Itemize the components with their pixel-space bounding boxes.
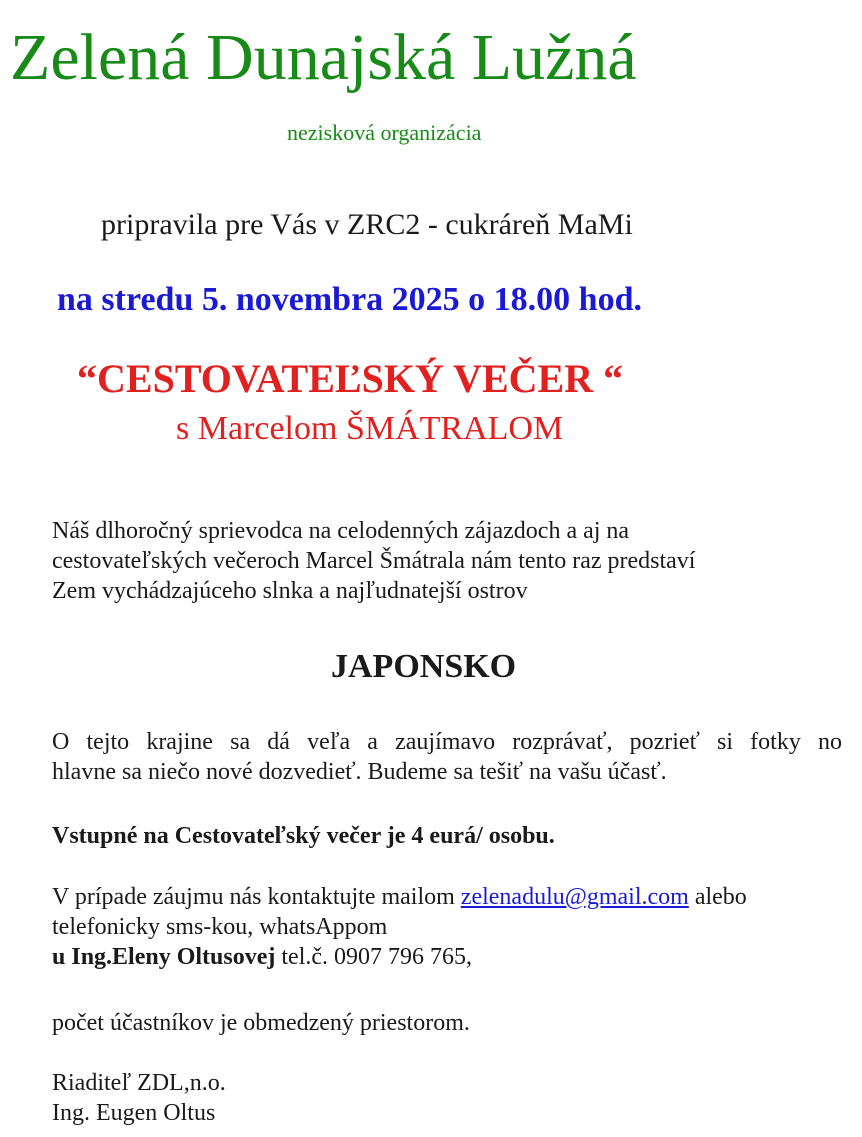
- organization-name: Zelená Dunajská Lužná: [10, 21, 637, 94]
- contact-suffix: alebo: [688, 884, 747, 910]
- intro-line: Náš dlhoročný sprievodca na celodenných zájazdoch a aj na: [52, 518, 630, 544]
- organization-subtitle: nezisková organizácia: [287, 120, 482, 145]
- event-speaker: s Marcelom ŠMÁTRALOM: [176, 410, 564, 447]
- signature-role: Riaditeľ ZDL,n.o.: [52, 1070, 226, 1096]
- contact-line-1: [52, 882, 842, 912]
- country-heading: JAPONSKO: [331, 648, 517, 685]
- intro-line: Zem vychádzajúceho slnka a najľudnatejší ostrov: [52, 578, 528, 604]
- contact-line-2: telefonicky sms-kou, whatsAppom: [52, 914, 388, 940]
- capacity-note: počet účastníkov je obmedzený priestorom.: [52, 1010, 470, 1036]
- event-date: na stredu 5. novembra 2025 o 18.00 hod.: [57, 281, 642, 318]
- contact-paragraph: [52, 882, 842, 972]
- contact-prefix: V prípade záujmu nás kontaktujte mailom: [52, 884, 461, 910]
- signature-block: [52, 1068, 226, 1128]
- contact-phone: tel.č. 0907 796 765,: [275, 944, 473, 970]
- description-paragraph: [52, 727, 842, 787]
- prepared-line: pripravila pre Vás v ZRC2 - cukráreň MaMi: [101, 208, 633, 241]
- contact-person: u Ing.Eleny Oltusovej: [52, 944, 276, 970]
- description-line: O tejto krajine sa dá veľa a zaujímavo rozprávať, pozrieť si fotky no: [52, 729, 842, 755]
- contact-line-3: [52, 942, 842, 972]
- description-line: hlavne sa niečo nové dozvedieť. Budeme sa tešiť na vašu účasť.: [52, 759, 667, 785]
- signature-name: Ing. Eugen Oltus: [52, 1100, 216, 1126]
- entry-fee: Vstupné na Cestovateľský večer je 4 eurá/ osobu.: [52, 823, 555, 849]
- event-title: “CESTOVATEĽSKÝ VEČER “: [77, 356, 624, 401]
- intro-line: cestovateľských večeroch Marcel Šmátrala nám tento raz predstaví: [52, 548, 696, 574]
- email-link[interactable]: zelenadulu@gmail.com: [460, 884, 689, 910]
- intro-paragraph: [52, 516, 842, 606]
